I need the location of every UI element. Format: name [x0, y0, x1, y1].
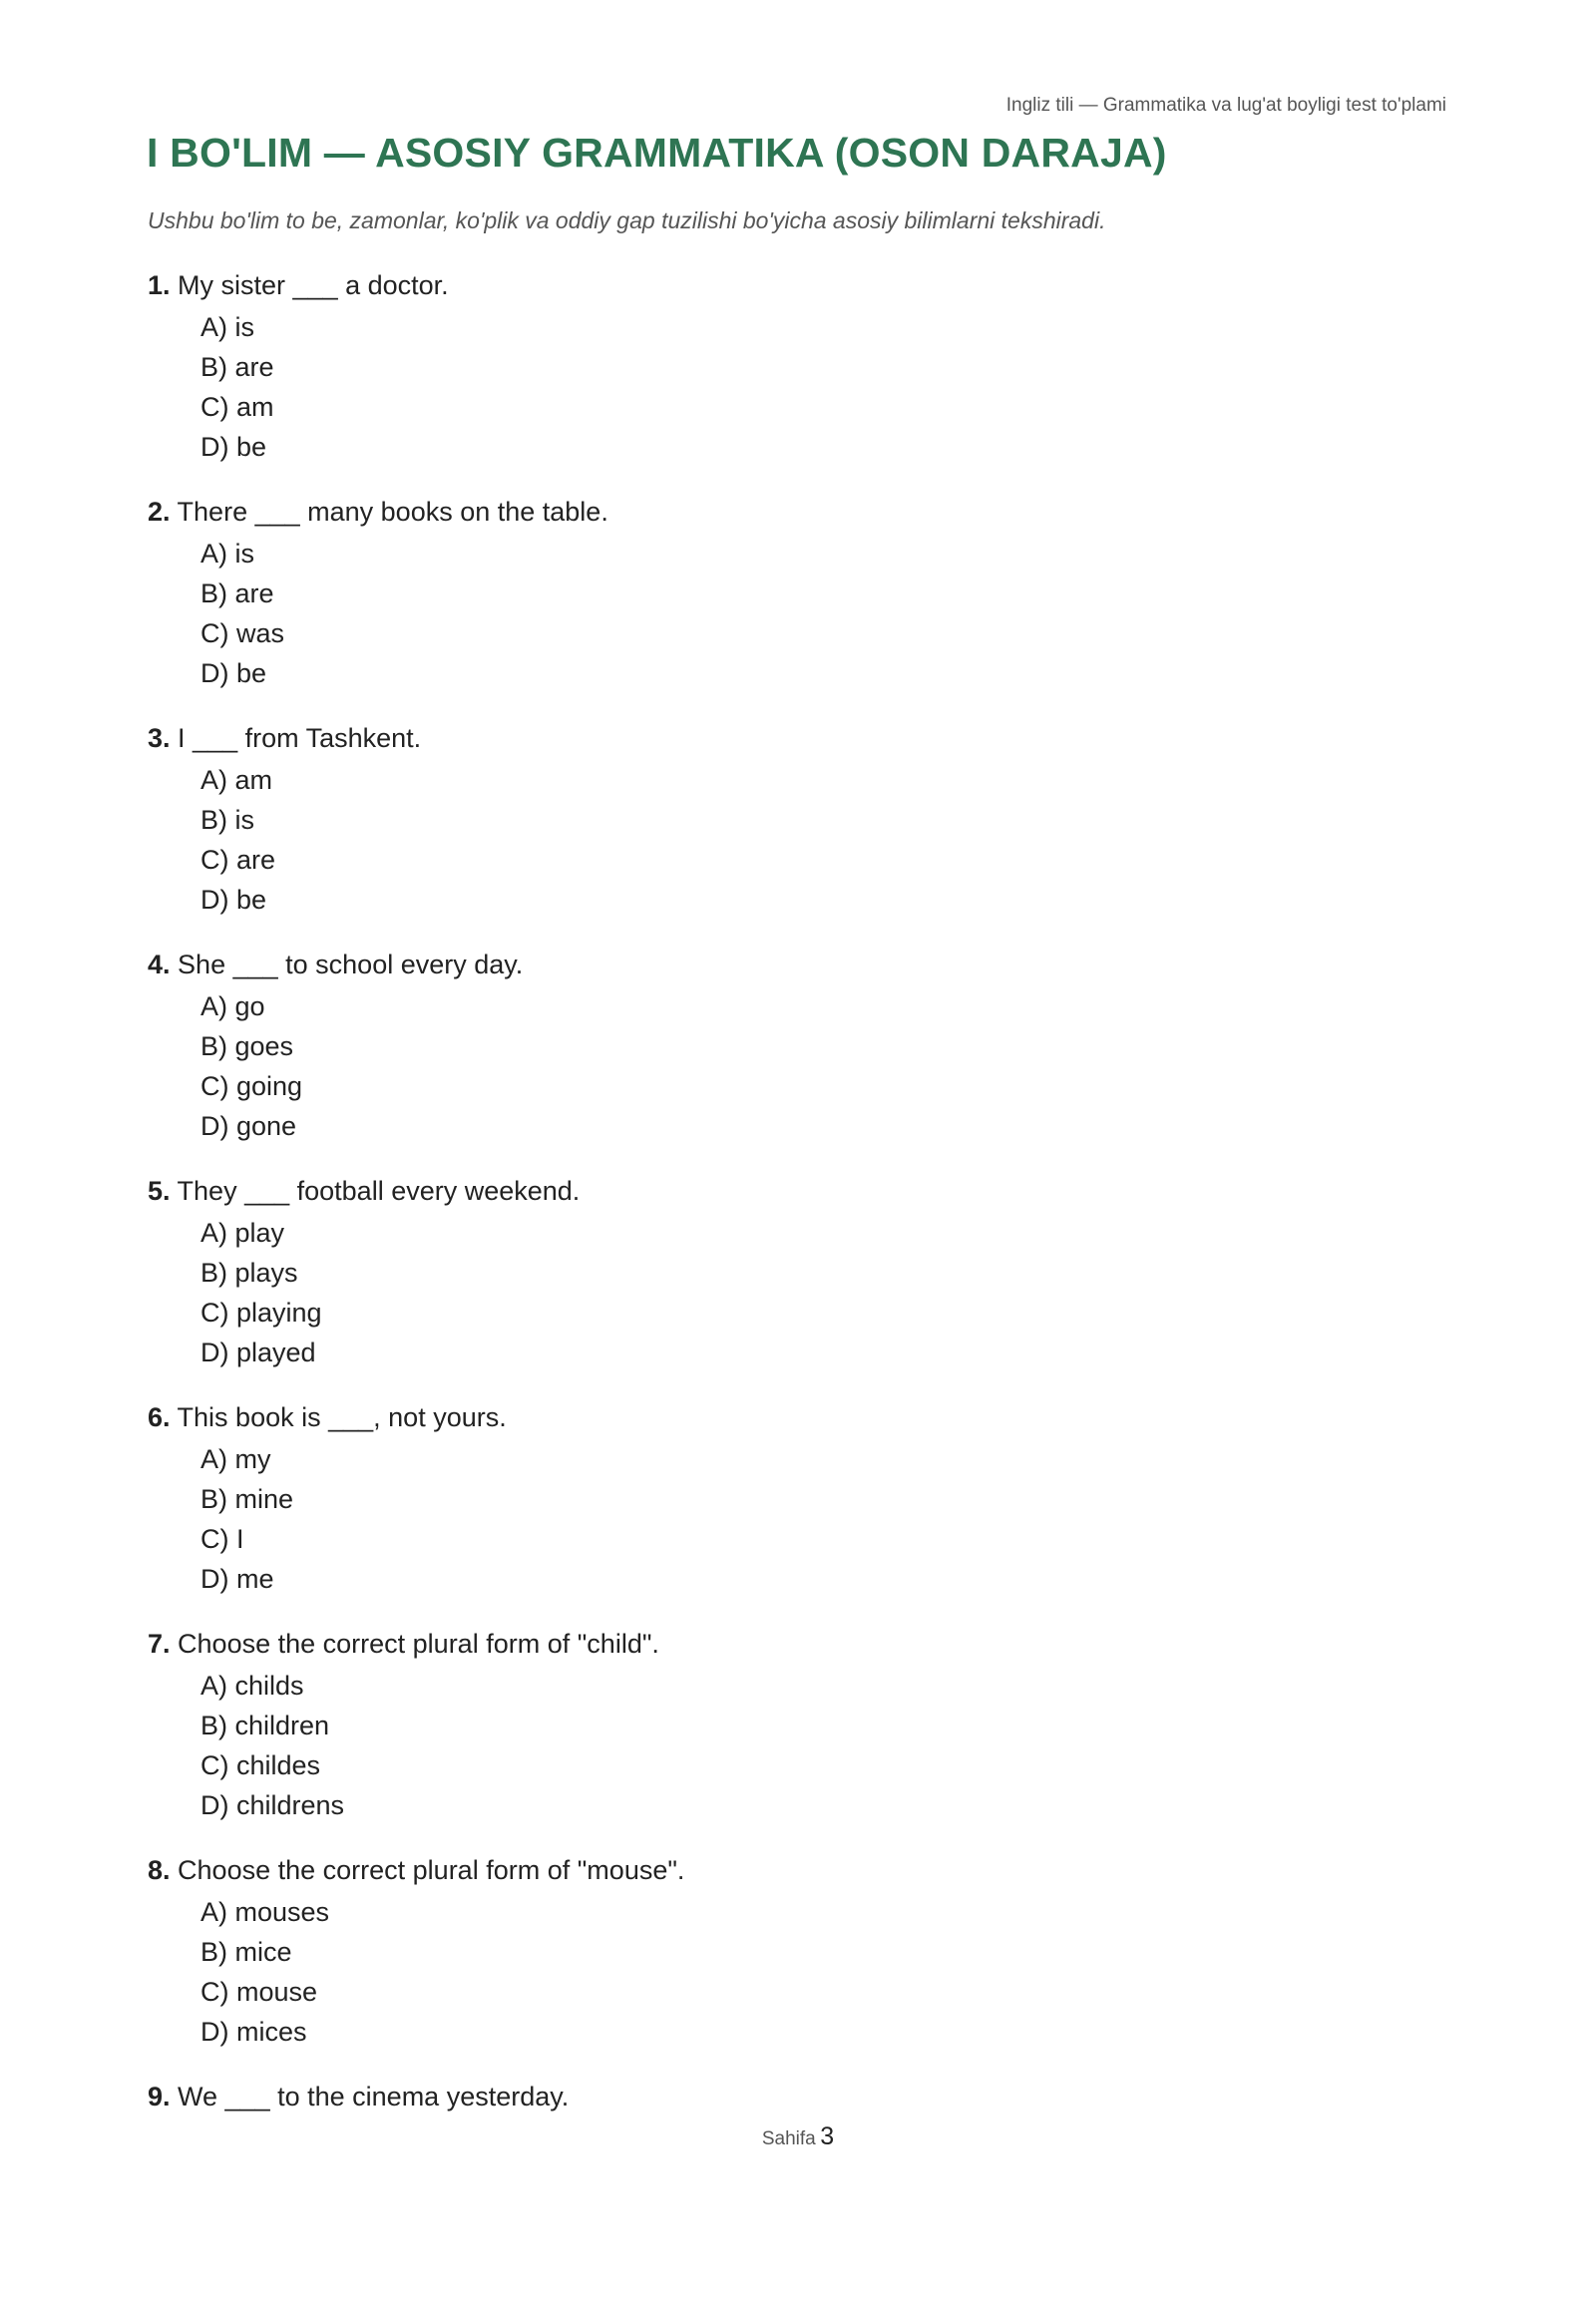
section-title: I BO'LIM — ASOSIY GRAMMATIKA (OSON DARAJA) [147, 130, 1167, 176]
answer-option: D) me [200, 1564, 274, 1594]
question-stem [148, 1169, 1444, 1213]
question-item [148, 1169, 1444, 1395]
question-number: 5. [148, 1176, 171, 1206]
answer-option: C) going [200, 1071, 303, 1101]
question-text: Choose the correct plural form of "mouse". [178, 1855, 685, 1885]
question-number: 9. [148, 2082, 171, 2111]
question-item [148, 263, 1444, 490]
answer-option: D) be [200, 658, 267, 688]
answer-option: D) be [200, 432, 267, 462]
question-number: 4. [148, 950, 171, 979]
running-header: Ingliz tili — Grammatika va lug'at boyligi test to'plami [1005, 95, 1446, 116]
page-label: Sahifa [761, 2128, 816, 2149]
answer-option: A) is [200, 539, 254, 569]
question-stem [148, 490, 1444, 534]
answer-option: D) played [200, 1338, 316, 1367]
answer-option: B) are [200, 578, 274, 608]
question-number: 6. [148, 1402, 171, 1432]
answer-option: B) children [200, 1711, 330, 1740]
answer-option: B) mine [200, 1484, 294, 1514]
question-item [148, 1395, 1444, 1622]
question-list [148, 263, 1444, 2301]
answer-option: A) is [200, 312, 254, 342]
answer-option: D) gone [200, 1111, 297, 1141]
question-text: She ___ to school every day. [178, 950, 524, 979]
answer-option: B) goes [200, 1031, 294, 1061]
question-stem [148, 716, 1444, 760]
answer-option: C) mouse [200, 1977, 318, 2007]
answer-option: B) is [200, 805, 254, 835]
answer-option: A) go [200, 991, 265, 1021]
answer-options [148, 534, 1444, 693]
question-item [148, 2075, 1444, 2301]
answer-option: C) playing [200, 1298, 322, 1328]
question-text: My sister ___ a doctor. [178, 270, 449, 300]
question-number: 8. [148, 1855, 171, 1885]
answer-option: A) am [200, 765, 273, 795]
question-stem [148, 1622, 1444, 1666]
question-stem [148, 263, 1444, 307]
question-item [148, 1848, 1444, 2075]
question-text: We ___ to the cinema yesterday. [178, 2082, 570, 2111]
question-number: 1. [148, 270, 171, 300]
answer-option: D) mices [200, 2017, 307, 2047]
question-number: 7. [148, 1629, 171, 1659]
question-number: 2. [148, 497, 171, 527]
question-text: This book is ___, not yours. [177, 1402, 507, 1432]
answer-option: C) are [200, 845, 276, 875]
answer-option: A) my [200, 1444, 271, 1474]
page-number: 3 [820, 2122, 835, 2150]
answer-option: A) mouses [200, 1897, 330, 1927]
question-text: There ___ many books on the table. [177, 497, 608, 527]
question-item [148, 490, 1444, 716]
question-item [148, 1622, 1444, 1848]
answer-option: B) mice [200, 1937, 292, 1967]
answer-option: B) are [200, 352, 274, 382]
answer-option: C) am [200, 392, 274, 422]
answer-option: C) childes [200, 1750, 321, 1780]
answer-option: A) childs [200, 1671, 304, 1701]
question-stem [148, 2075, 1444, 2118]
answer-options [148, 1213, 1444, 1372]
answer-options [148, 1892, 1444, 2052]
question-stem [148, 1395, 1444, 1439]
question-number: 3. [148, 723, 171, 753]
answer-option: C) I [200, 1524, 244, 1554]
section-intro: Ushbu bo'lim to be, zamonlar, ko'plik va oddiy gap tuzilishi bo'yicha asosiy bilimlarni tekshiradi. [148, 207, 1106, 233]
question-text: They ___ football every weekend. [177, 1176, 581, 1206]
question-stem [148, 1848, 1444, 1892]
answer-option: D) be [200, 885, 267, 915]
question-text: Choose the correct plural form of "child". [178, 1629, 659, 1659]
answer-option: B) plays [200, 1258, 298, 1288]
answer-options [148, 986, 1444, 1146]
answer-options [148, 760, 1444, 920]
answer-option: D) childrens [200, 1790, 345, 1820]
question-item [148, 943, 1444, 1169]
answer-options [148, 307, 1444, 467]
question-text: I ___ from Tashkent. [178, 723, 422, 753]
page-footer [0, 2122, 1596, 2151]
question-item [148, 716, 1444, 943]
answer-options [148, 1439, 1444, 1599]
answer-options [148, 1666, 1444, 1825]
answer-option: C) was [200, 618, 285, 648]
answer-option: A) play [200, 1218, 285, 1248]
question-stem [148, 943, 1444, 986]
